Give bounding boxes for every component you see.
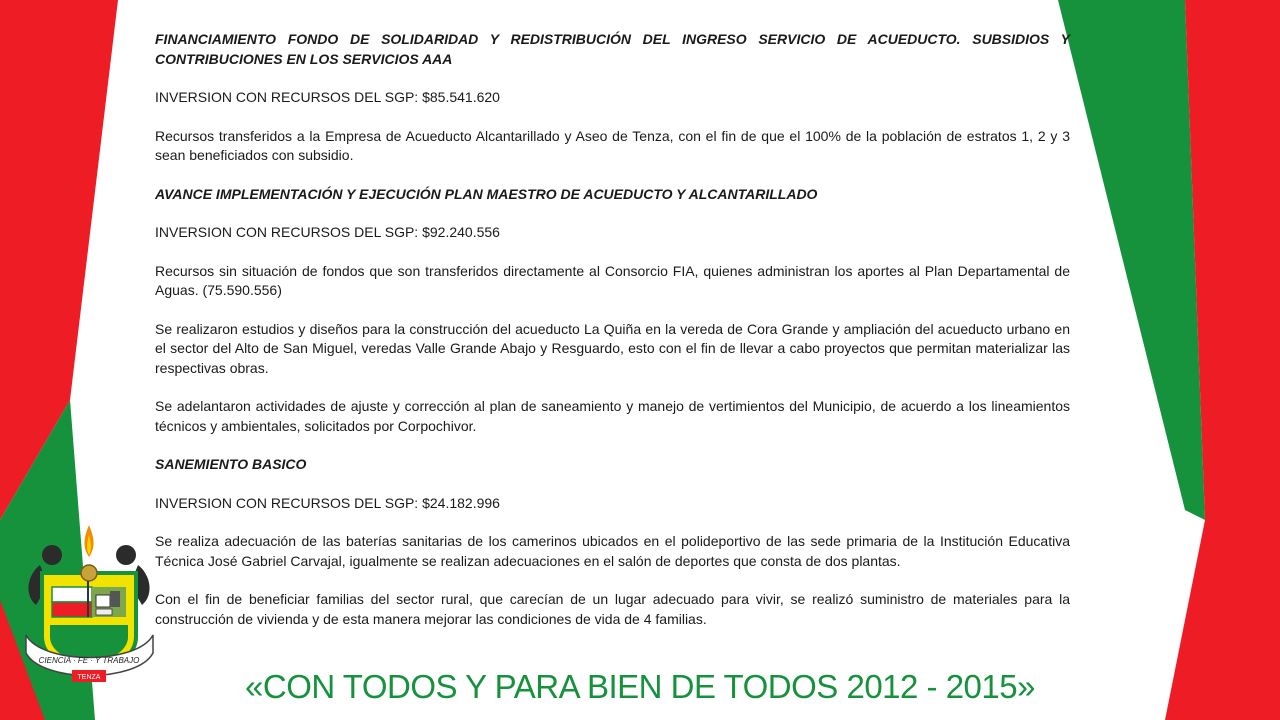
main-content [155,30,1070,648]
section2-body1: Recursos sin situación de fondos que son transferidos directamente al Consorcio FIA, quienes administran los aportes al Plan Departamental de Aguas. (75.590.556) [155,262,1070,298]
crest-motto: CIENCIA · FE · Y TRABAJO [38,656,140,665]
slogan-footer: «CON TODOS Y PARA BIEN DE TODOS 2012 - 2015» [245,668,1035,705]
crest-town: TENZA [77,674,101,681]
municipal-crest-icon [22,525,157,690]
section1-heading: FINANCIAMIENTO FONDO DE SOLIDARIDAD Y REDISTRIBUCIÓN DEL INGRESO SERVICIO DE ACUEDUCTO. SUBSIDIOS Y CONTRIBUCIONES EN LOS SERVICIOS AAA [155,31,1070,67]
section3-heading: SANEMIENTO BASICO [155,456,307,472]
section2-investment: INVERSION CON RECURSOS DEL SGP: $92.240.556 [155,224,500,240]
section2-body2: Se realizaron estudios y diseños para la construcción del acueducto La Quiña en la vereda de Cora Grande y ampliación del acueducto urbano en el sector del Alto de San Miguel, veredas Valle Grande Abajo y Resguardo, esto con el fin de llevar a cabo proyectos que permitan materializar las respectivas obras. [155,320,1070,376]
section3-body2: Con el fin de beneficiar familias del sector rural, que carecían de un lugar adecuado para vivir, se realizó suministro de materiales para la construcción de vivienda y de esta manera mejorar las condiciones de vida de 4 familias. [155,591,1070,627]
section1-investment: INVERSION CON RECURSOS DEL SGP: $85.541.620 [155,89,500,105]
section1-body: Recursos transferidos a la Empresa de Acueducto Alcantarillado y Aseo de Tenza, con el fin de que el 100% de la población de estratos 1, 2 y 3 sean beneficiados con subsidio. [155,127,1070,163]
section2-body3: Se adelantaron actividades de ajuste y corrección al plan de saneamiento y manejo de vertimientos del Municipio, de acuerdo a los lineamientos técnicos y ambientales, solicitados por Corpochivor. [155,398,1070,434]
section3-investment: INVERSION CON RECURSOS DEL SGP: $24.182.996 [155,494,500,511]
section3-body1: Se realiza adecuación de las baterías sanitarias de los camerinos ubicados en el polideportivo de las sede primaria de la Institución Educativa Técnica José Gabriel Carvajal, igualmente se realizan adecuaciones en el salón de deportes que consta de dos plantas. [155,533,1070,569]
right-green-stripe [1058,0,1205,520]
section2-heading: AVANCE IMPLEMENTACIÓN Y EJECUCIÓN PLAN MAESTRO DE ACUEDUCTO Y ALCANTARILLADO [155,185,818,202]
